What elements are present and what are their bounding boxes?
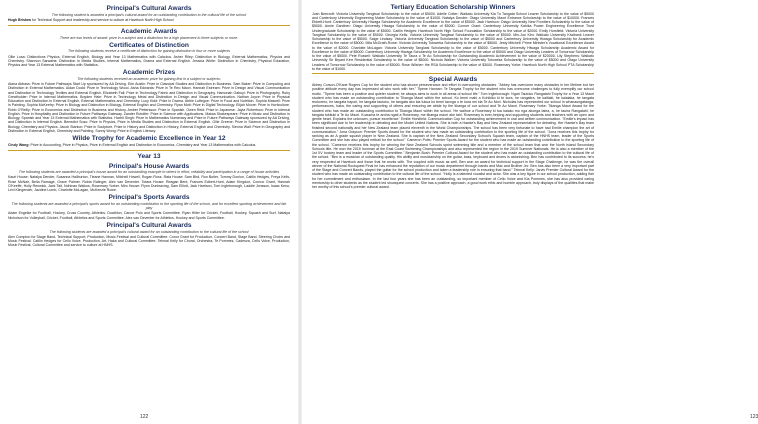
academic-prizes-intro: The following students received an academic prize for gaining first in a subject or subjects: [77,76,221,81]
special-awards-heading: Special Awards [312,73,594,84]
house-awards-list: Kauri House: Natalya Dender, Susanna Hallburton, Tieane Hannan, Mitchell Howell, Rogan Ross. Rata House: Sam Bird, Ron Butler, Tommy Donlon, Caitlin Hedges, Freya Kells, Rose McNair, Bella Ramage, Grace Palmer. Rubia Ralinger, Alex van Deventer. Totara House: Reagan Bent, Frances Edbert-Hunt, Adam Kingdon, Connor Grant, Hannah O'Keeffe, Holly Renwick, Jack Tait, Nohinas Waikus, Rosemary Yorker. Miro House: Flynn Dunleaving, Sam Elliott, Jack Harrison, Tom Ingleborough, Laddie Jonsson, Isaac Kenu, Lexi Klingender, Jazdine Lumb, Charlotte McLagan, McKenzie Rowe. [8,175,290,193]
cultural-awards-heading: Principal's Cultural Awards [106,5,192,12]
cultural13-intro: The following students are awarded a principal's cultural award for an outstanding contribution to the cultural life of the school [49,229,249,234]
right-column [312,3,594,191]
wilde-trophy-text: Prize in Accounting, Prize in Physics, Prize in External English and Distinction in Economics, Chemistry and Year 13 Mathematics with Calculus. [29,142,257,147]
cultural-awards-text: for Technical Support and leadership and service to culture at Havelock North High School [31,17,174,22]
special-awards-list: Abbey Corson-O'Kane Rogers Cup for the student who has shown perseverance and effort in overcoming obstacles. "Abbey has overcome many obstacles in her lifetime but her positive attitude every day has impressed all who work with her." Tipene Hannan: Te Tangata Trophy for the student who has overcome challenges to fully exemplify our school motto. "Tipene has been a positive and quieter student; he always aims to work in all areas of school life." Tom Ingleborough: Ngari Tautoko Rangatahi Trophy for a Year 13 Maori student who has made an outstanding contribution to Tikanga Maori within the school. Ko tenei mahi a Kohikiko ki te kura, he rangatira, he kaitiaki, he kaiaiaka, he tangata reokorero, he tangata hapori, he tangata tautoko, he tangata ako kia tukua ko tenei taonga o te kura nei kia Te Ao Mori. Nicholas has represented our school in whanaungatanga, performances, haka, the caring and supporting of others and ensuring we abide by the tikanga of our school and Te Ao Maori. Rosemary Yorke: Tikanga Maori Award for the student who has made an outstanding contribution to Tikanga Maori within the school. 'He waihoe a Rosemary ki tua kaiako mo nga akonga taiea, a, he tauira Rangatahi, he tangata tukituki a Te Ao Maori. Kuaucha te aroha ngati a Rosemary, me tikanga maori ake tahi. Rosemary is ever-helping and supporting students and teachers with an open and gentle heart. Explains the unknown, pursue excellence.' Emilie Horsfield: Communication Cup for outstanding achievement in oral and written communication. "Emilie's impact has been significant due to her leadership in debating and the Model United Nations. She is both a Hawke's Bay and New Zealand representative for debating. Her Hawke's Bay team finished second nationally and her New Zealand team placed eleventh in the World Championships. The school has been very fortunate to have had Emilie champion the art of communication." Jona Grayson: Premier Sports Award for the student who has made an outstanding contribution to the sporting life of the school. "Jona receives this trophy for ranking as an A grade squash player in New Zealand. She is captain of the New Zealand Secondary School's Squash team, captain of the HNHS team, leader of the Sports Committee and she has also played netball for the school." Cameron Potts: Premier Sports Award for the student who has made an outstanding contribution to the sporting life of the school. "Cameron receives this trophy for winning the New Zealand Schools sprint swimming title and a member of the school team that won the North Island Secondary Schools title. He won the 2019 Ironman at the East Coast Swimming Championships and also represented the region in the 2019 Summer Nationals. He is also a member of the 1st XV hockey team and leader of the Sports Committee." Benjamin Bush: Premier Cultural Award for the student who has made an outstanding contribution to the cultural life of the school. "Ben is a musician of outstanding quality. His ability and musicianship on the guitar, bass, keyboard and drums is astonishing. Ben has contributed to its success; he's very respected at Havelock and those that he works with. The coupled with music as well, Ben won an award for technical support in the Stage Challenge, he was the overall winner of the National Rockquest Final he has enhanced the reputation of our music department through bands and Mac and Brother Jnr. Ben has also been a very important part of the Stage and Concert Bands, played the guitar for the school production and taken a leadership role in ensuring that band." Teinnal Kelly: Jarvis Premier Cultural Award for the student who has made an outstanding contribution to the cultural life of the school. "Holly is a talented vocalist and actor. She was a key figure in our school production, adding flair for her commitment and enthusiasm. In the last four years she has been an outstanding, so important member of Cello Voice and Kia Pommes, she has also provided caring mentorship to other students as the student led showquest concerts. She has a positive approach, a good work ethic and humble approach, truly displays of the qualities that make her worthy of this school's premier cultural award. [312,83,594,190]
certificates-list: Ollie Losa: Distinctions Physics, External English, Biology and Year 13 Mathematics with Calculus. Asher Riley: Distinction in Biology, External Mathematics, Physics and Chemistry. Shannon Sarwarta: Distinction in Media Studies, Internal Mathematics, Drama and External English. Jessica White: Distinction in Chemistry, Physical Education, Physics and Year 13 External Mathematics with Statistics. [8,54,290,68]
academic-prizes-list: Alana Abbass: Prize in Future Pathways Start Up sponsored by AA Driving. Erin Austin: Prize in Classical Studies and Distinction in Business. Sam Baker: Prize in Computing and Distinction in External Mathematics. Aidan Dodd: Prize in Technology Wood. Asha Edwards: Prize in Te Reo Maori. Hannah Estream: Prize in Design and Visual Communication and Distinction in Technology Textiles and External English. Elizabeth Fall: Prize in Technology Fabric and Distinction in Geography. Hamonah Gabuyi: Prize in Photography. Ruby Greatholder: Prize in Internal Mathematics. Boyden Hale: Prize in Technology Metal and Distinction in Design and Visual Communication. Nathan Joyce: Prize in Physical Education and Distinction in External English, External Mathematics and Chemistry. Lucy Kidd: Prize in Drama. Abbie Luttegoe: Prize in Food and Nutrition. Sophia Mascell: Prize in Painting. Sophia McKeefry: Prize in Biology and Distinction in Biology, External English and Chemistry. Ryan Mott: Prize in Digital Technology. Elijah Moore: Prize in Horticulture. Robb O'Reilly: Prize in Economics and Distinction in Business and History. Amber Pettersson: Prize in Spanish. Owen Reid: Prize in Japanese. Jayla Robertson: Prize in Internal English. Prize in Hospitality and Distinction in Future Pathways Gateway. Zander Rotolfer: Prize in Science with Applications. Maiwa Shakespeare: Prize in Music and Distinction in Biology, Spanish and Year 13 External Mathematics with Statistics. Harbit Singh: Prize in Mathematics Numeracy and Prize in Future Pathways Gateway sponsored by AA Driving, and Distinction in Internal English. Benedict Soso: Prize in Physics, Prize in Media Studies and Distinction in External English. Ollie Greene: Prize in Science and Distinction in Biology, Chemistry and Physics. Jacob Stanton: Prize in Sculpture, Prize in History and Distinction in History, External English and Chemistry. Sienna Wall: Prize in Geography and Distinction in External English, Chemistry and Painting. Sunny Wong: Prize in English Literacy. [8,82,290,133]
page-number-right: 123 [750,414,758,420]
cultural-awards-entry [8,18,290,22]
left-page [0,0,296,424]
wilde-trophy-entry [8,143,290,147]
certificates-intro: The following students receive a certificate of distinction for gaining distinction in four or more subjects [68,49,230,54]
cultural-awards-name: Hugh Bristow [8,17,32,22]
page-number-left: 122 [140,414,149,420]
cultural13-list: Alex Compton for Stage Band, Technical Support, Production, Music Festival and Cultural Committee. Conor Grant for Production, Concert Band, Stage Band, Steering Choirs and Music Festival. Caitlin Hedges for Cello Voice, Production, Art, Haka and Cultural Committee. Teinnal Kelly for Choral, Orchestra, Te Pommes, Cadenza, Cello Voice, Production, Music Festival, Cultural Committee and service to culture at HNHS. [8,234,290,248]
cultural13-heading: Principal's Cultural Awards [106,221,192,229]
tertiary-heading: Tertiary Education Scholarship Winners [390,4,516,11]
academic-awards-intro: There are two levels of award: prize in a subject and a distinction for a high placement in three subjects or more. [59,35,239,40]
house-awards-heading: Principal's House Awards [108,162,190,170]
tertiary-list: Josh Beecroft: Victoria University Tangiwai Scholarship to the value of $5000. Adelle Cotter: Waikato University Kia Tu Tangata School Leaver Scholarship to the value of $5000 and Canterbury University Engineering Maker Scholarship to the value of $1000. Natalya Dender: Otago University Maori Entrance Scholarship to the value of $10000. Frances Ebbett-Hunt: Canterbury University Hiwaga Scholarship for Academic Excellence to the value of $5000. Jack Harrison: Otago University New Frontiers Scholarship to the value of $5000. Annie Gardiner: Otago University Hiwaga Scholarship to the value of $5000. Conner Grant: Canterbury University Kahika Power Engineering Excellence Trust Undergraduate Scholarship to the value of $5000. Caitlin Hedges: Havelock North High School Foundation Scholarship to the value of $2000. Emily Horsfield: Victoria University Tangiwai Scholarship to the value of $5000. Georgia Kells: Victoria University Tangiwai Scholarship to the value of $5000. Min-Joo Kim: Waikato University Kiwibank Leaver Scholarship to the value of $5000. Saige Lindsay: Victoria University Tangiwai Scholarship to the value of $5000 and Canterbury University Hiwaga Scholarship for Academic Excellence to the value of $5000. Mila McGrath-Rowe: Victoria University Totoweka Scholarship to the value of $5000. Jesty Mitchell: Prime Minister's Vocational Excellence Award to the value of $2000. Charlotte McLagan: Victoria University Tangiwai Scholarship to the value of $5000. Canterbury University Hiwaga Scholarship Academic Award for Excellence to the value of $5000. Canterbury University Hiwaga Scholarship for Academic Excellence to the value of $5000 and Otago University Leaders of Tomorrow Scholarship to the value of $5000. Pete Russell: Waikato University Te Taura o Te Ao Scholarship for Outstanding Academic Achievement to the value of $20000. Lily Stephens: Waikato University Sir Bryant Kerr Residential Scholarship to the value of $5000. Nichola Walker: Victoria University Totoweka Scholarship to the value of $5000 and Otago University Leaders of Tomorrow Scholarship to the value of $5000. Rose Wilsher: the RSA Scholarship to the value of $3000. Rosemary Yorke: Havelock North High School PTA Scholarship to the value of $1000. [312,11,594,71]
book-gutter [298,0,302,424]
right-page [304,0,758,424]
left-column [8,3,290,249]
cultural-awards-intro: The following student is awarded a principal's cultural award for an outstanding contribution to the cultural life of the school [51,12,247,17]
sports-awards-intro: The following students are awarded a principal's sports award for an outstanding contribution to the sporting life of the school, and for excellent sporting achievement and fair play [11,202,287,211]
wilde-trophy-heading: Wilde Trophy for Academic Excellence in Year 12 [72,135,226,143]
certificates-heading: Certificates of Distinction [109,41,189,49]
academic-prizes-heading: Academic Prizes [122,69,176,77]
year13-heading: Year 13 [8,150,290,161]
wilde-trophy-name: Cindy Wang: [8,142,30,147]
house-awards-intro: The following students are awarded a principal's house award for an outstanding example to others in effort, reliability and participation in a range of house activities [18,170,280,175]
sports-awards-list: Adam Engelke for Football, Hockey, Cross Country, Athletics, Duathlon, Canoe Polo and Sports Committee. Ryan Hiller for Cricket, Football, Hockey, Squash and Surf. Natalya Nicholson for Volleyball, Cricket, Football, Athletics and Sports Committee. Alex van Deventer for Athletics, Hockey and Sports Committee. [8,211,290,220]
sports-awards-heading: Principal's Sports Awards [108,194,190,202]
academic-awards-heading: Academic Awards [8,25,290,36]
